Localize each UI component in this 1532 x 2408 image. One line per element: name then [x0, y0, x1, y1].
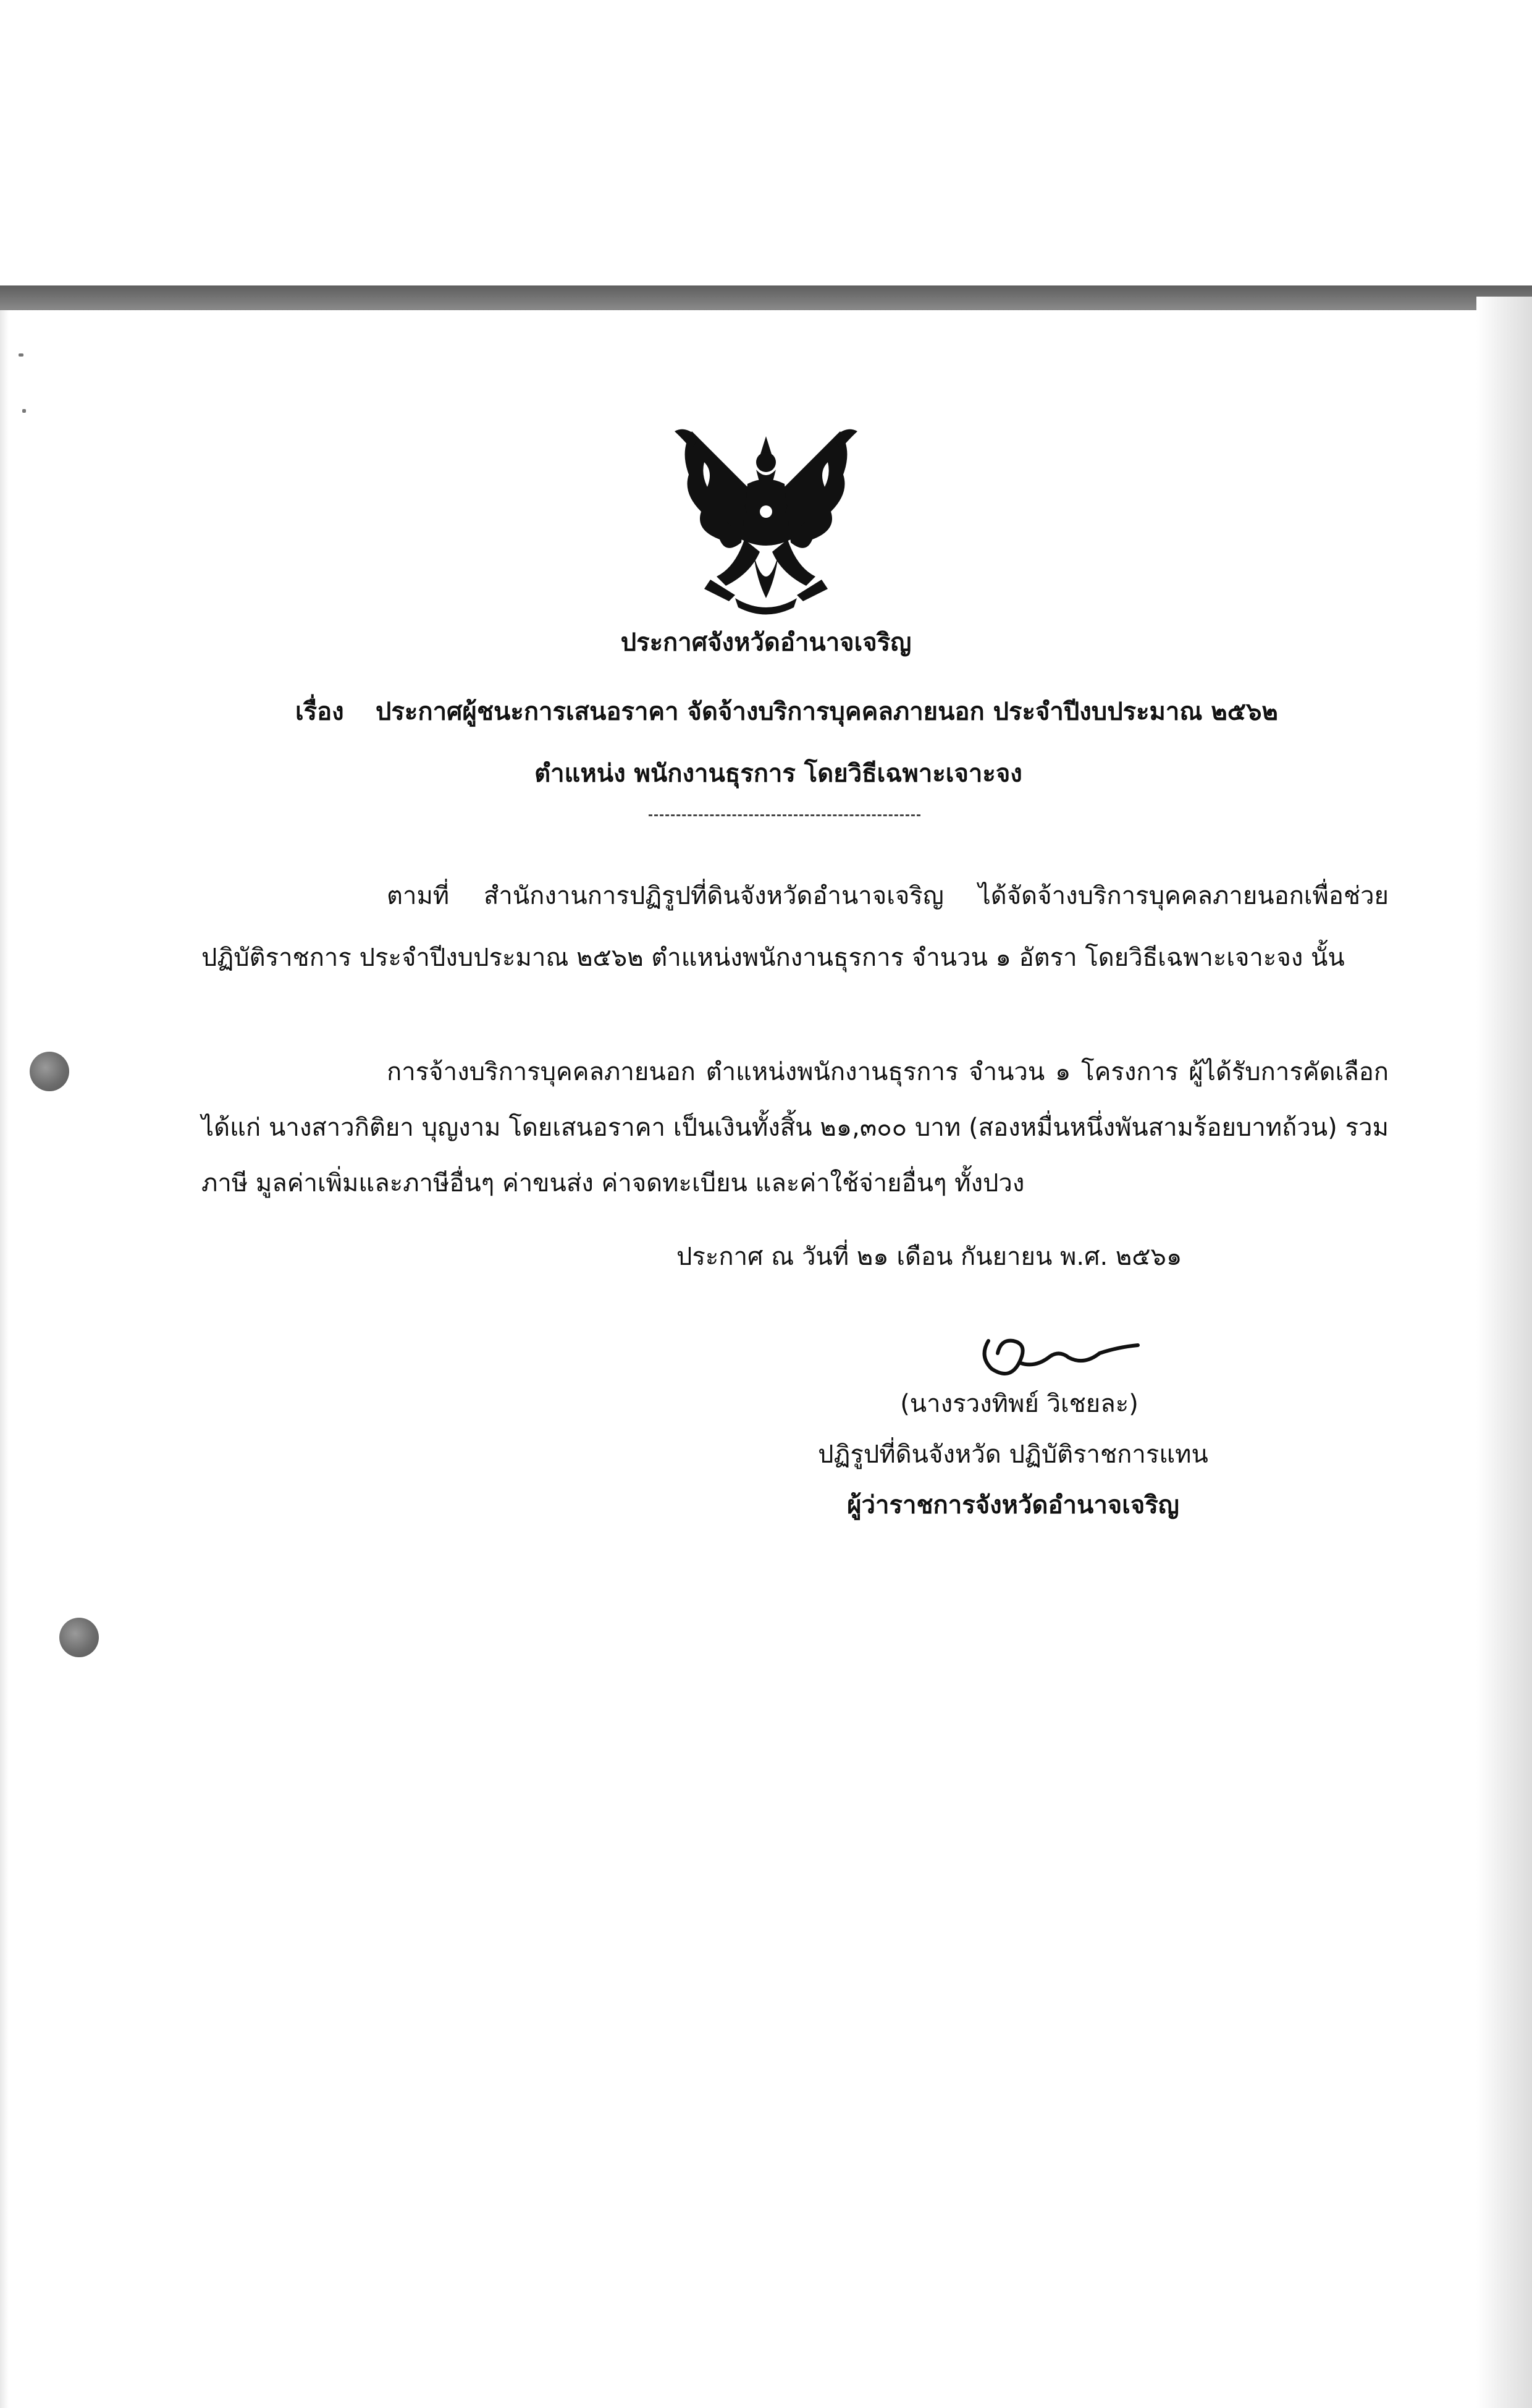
scan-right-shadow	[1476, 297, 1532, 2408]
scan-top-margin	[0, 0, 1532, 285]
signatory-name: (นางรวงทิพย์ วิเชยละ)	[900, 1390, 1138, 1418]
subject-label: เรื่อง	[295, 698, 344, 726]
announcement-date: ประกาศ ณ วันที่ ๒๑ เดือน กันยายน พ.ศ. ๒๕๖๑	[676, 1243, 1182, 1271]
heading-divider	[649, 814, 920, 816]
signatory-title: ปฏิรูปที่ดินจังหวัด ปฏิบัติราชการแทน	[818, 1440, 1208, 1469]
paragraph-2: การจ้างบริการบุคคลภายนอก ตำแหน่งพนักงานธุรการ จำนวน ๑ โครงการ ผู้ได้รับการคัดเลือก ได้แก่ นางสาวกิติยา บุญงาม โดยเสนอราคา เป็นเงินทั้งสิ้น ๒๑,๓๐๐ บาท (สองหมื่นหนึ่งพันสามร้อยบาทถ้วน) รวมภาษี มูลค่าเพิ่มและภาษีอื่นๆ ค่าขนส่ง ค่าจดทะเบียน และค่าใช้จ่ายอื่นๆ ทั้งปวง	[201, 1058, 1389, 1198]
scan-speck	[19, 353, 23, 357]
scan-speck	[22, 409, 26, 413]
garuda-emblem-icon	[667, 413, 865, 623]
punch-hole-lower	[59, 1618, 99, 1657]
paragraph-1: ตามที่ สำนักงานการปฏิรูปที่ดินจังหวัดอำนาจเจริญ ได้จัดจ้างบริการบุคคลภายนอกเพื่อช่วยปฏิบัติราชการ ประจำปีงบประมาณ ๒๕๖๒ ตำแหน่งพนักงานธุรการ จำนวน ๑ อัตรา โดยวิธีเฉพาะเจาะจง นั้น	[201, 882, 1389, 972]
position-line: ตำแหน่ง พนักงานธุรการ โดยวิธีเฉพาะเจาะจง	[534, 759, 1022, 788]
scan-edge-band	[0, 285, 1532, 310]
handwritten-signature-icon	[976, 1319, 1143, 1387]
scan-left-edge	[0, 310, 9, 2408]
document-authority: ประกาศจังหวัดอำนาจเจริญ	[620, 628, 912, 657]
punch-hole-upper	[30, 1052, 69, 1091]
signatory-authority: ผู้ว่าราชการจังหวัดอำนาจเจริญ	[847, 1491, 1179, 1519]
document-subject: ประกาศผู้ชนะการเสนอราคา จัดจ้างบริการบุคคลภายนอก ประจำปีงบประมาณ ๒๕๖๒	[376, 698, 1278, 726]
